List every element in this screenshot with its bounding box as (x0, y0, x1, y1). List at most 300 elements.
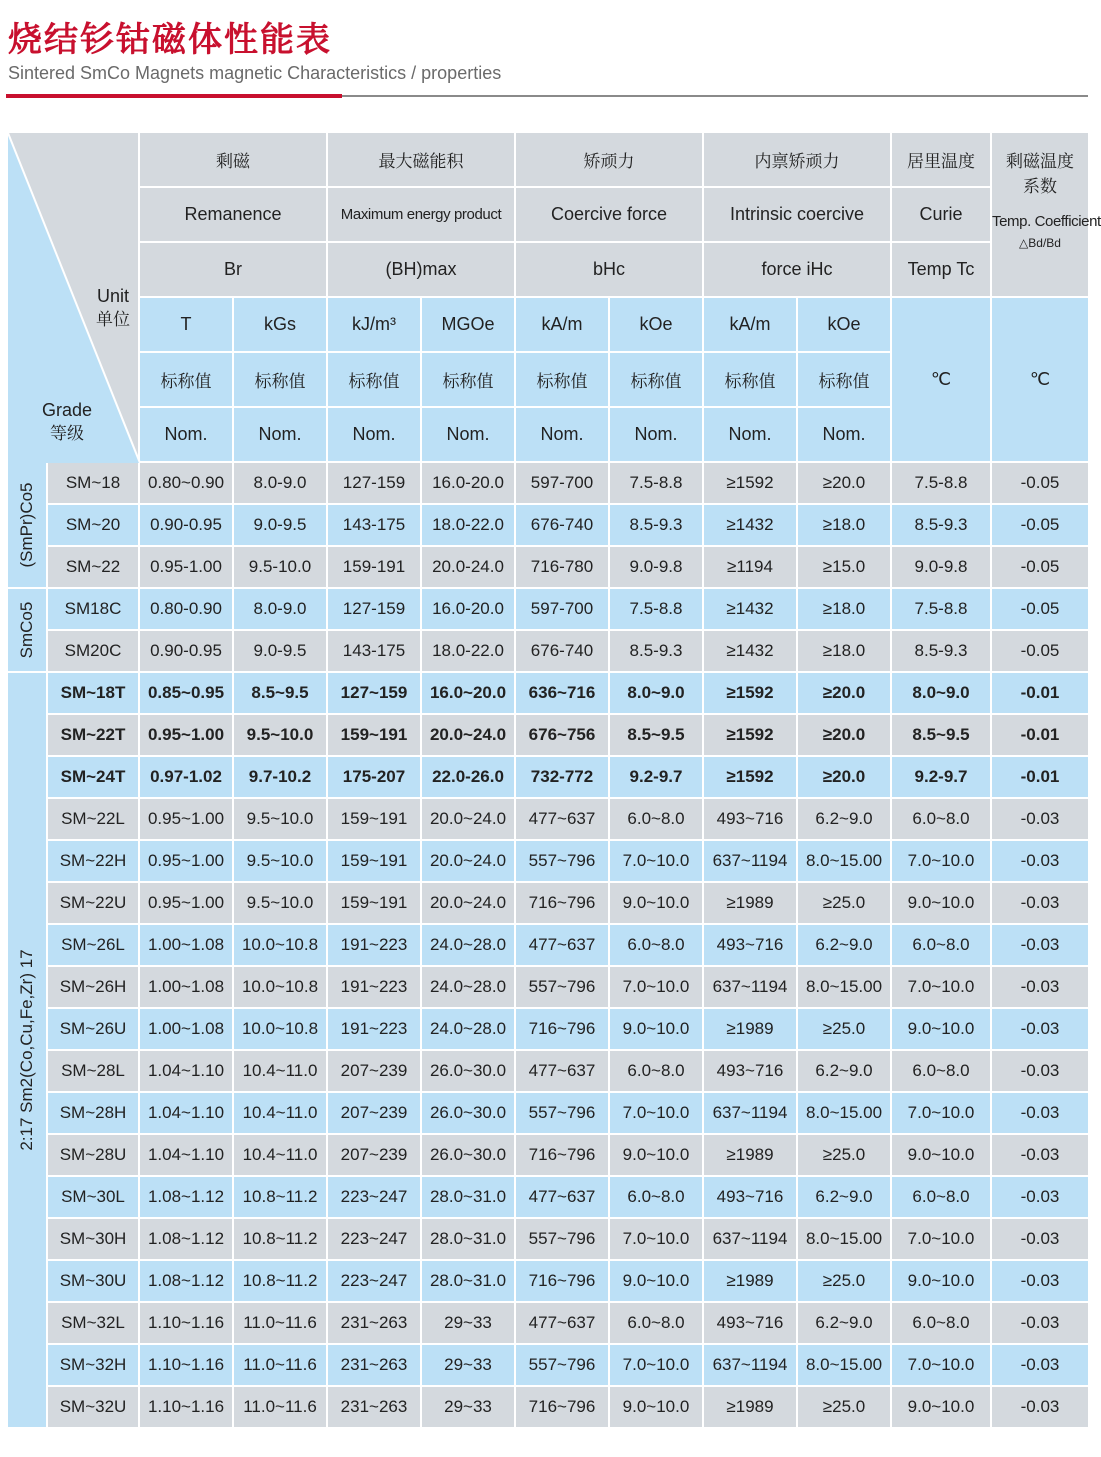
value-cell: 28.0~31.0 (421, 1260, 515, 1302)
value-cell: 9.5~10.0 (233, 798, 327, 840)
value-cell: 8.0~15.00 (797, 1218, 891, 1260)
header-hcb-cn: 矫顽力 (515, 132, 703, 187)
value-cell: 20.0~24.0 (421, 882, 515, 924)
value-cell: -0.05 (991, 630, 1089, 672)
header-bh-sym: (BH)max (327, 242, 515, 297)
value-cell: -0.03 (991, 840, 1089, 882)
table-corner (7, 132, 139, 462)
value-cell: 16.0-20.0 (421, 462, 515, 504)
nominal-cn-cell: 标称值 (233, 352, 327, 407)
group-label-cell (7, 672, 47, 1428)
value-cell: 493~716 (703, 1176, 797, 1218)
value-cell: 191~223 (327, 966, 421, 1008)
value-cell: 7.5-8.8 (609, 588, 703, 630)
value-cell: ≥25.0 (797, 1008, 891, 1050)
value-cell: ≥1432 (703, 504, 797, 546)
value-cell: 10.4~11.0 (233, 1092, 327, 1134)
unit-cell: kA/m (515, 297, 609, 352)
header-curie-en: Curie (891, 187, 991, 242)
table-row (7, 588, 1089, 630)
header-curie-sym: Temp Tc (891, 242, 991, 297)
value-cell: 0.90-0.95 (139, 504, 233, 546)
nominal-cn-cell: 标称值 (139, 352, 233, 407)
value-cell: 6.0~8.0 (891, 798, 991, 840)
value-cell: 0.90-0.95 (139, 630, 233, 672)
nominal-en-cell: Nom. (139, 407, 233, 462)
group-label: (SmPr)Co5 (17, 482, 36, 568)
value-cell: 6.0~8.0 (609, 1050, 703, 1092)
value-cell: 716-780 (515, 546, 609, 588)
value-cell: 493~716 (703, 1302, 797, 1344)
grade-cell: SM~18 (47, 462, 139, 504)
grade-cell: SM~22H (47, 840, 139, 882)
value-cell: -0.05 (991, 546, 1089, 588)
value-cell: 9.5-10.0 (233, 546, 327, 588)
value-cell: ≥20.0 (797, 756, 891, 798)
value-cell: 8.0~15.00 (797, 1092, 891, 1134)
value-cell: 9.0~10.0 (891, 882, 991, 924)
header-hcj-sym: force iHc (703, 242, 891, 297)
header-temp (991, 132, 1101, 297)
value-cell: 231~263 (327, 1386, 421, 1428)
value-cell: 9.0~10.0 (609, 1134, 703, 1176)
grade-cell: SM~32L (47, 1302, 139, 1344)
value-cell: -0.03 (991, 1218, 1089, 1260)
value-cell: 207~239 (327, 1050, 421, 1092)
value-cell: ≥1432 (703, 630, 797, 672)
table-row (7, 1260, 1089, 1302)
value-cell: 18.0-22.0 (421, 504, 515, 546)
value-cell: 0.95~1.00 (139, 798, 233, 840)
value-cell: -0.03 (991, 1260, 1089, 1302)
table-row (7, 798, 1089, 840)
table-row (7, 1176, 1089, 1218)
value-cell: 7.0~10.0 (609, 1092, 703, 1134)
nominal-en-cell: Nom. (421, 407, 515, 462)
value-cell: 10.8~11.2 (233, 1260, 327, 1302)
nominal-en-cell: Nom. (327, 407, 421, 462)
unit-cell: kGs (233, 297, 327, 352)
nominal-en-cell: Nom. (797, 407, 891, 462)
value-cell: 7.0~10.0 (891, 1092, 991, 1134)
value-cell: 9.0-9.5 (233, 630, 327, 672)
value-cell: 18.0-22.0 (421, 630, 515, 672)
value-cell: 493~716 (703, 798, 797, 840)
value-cell: 676-740 (515, 504, 609, 546)
value-cell: 597-700 (515, 462, 609, 504)
table-row (7, 504, 1089, 546)
value-cell: 1.08~1.12 (139, 1260, 233, 1302)
value-cell: 10.4~11.0 (233, 1050, 327, 1092)
value-cell: 1.08~1.12 (139, 1176, 233, 1218)
value-cell: 637~1194 (703, 1344, 797, 1386)
value-cell: 8.5~9.5 (609, 714, 703, 756)
value-cell: 22.0-26.0 (421, 756, 515, 798)
value-cell: -0.03 (991, 1134, 1089, 1176)
value-cell: 6.2~9.0 (797, 1050, 891, 1092)
value-cell: 159~191 (327, 840, 421, 882)
corner-grade-cn: 等级 (50, 424, 84, 444)
header-bh-en: Maximum energy product (327, 187, 515, 242)
unit-cell: T (139, 297, 233, 352)
grade-cell: SM~26L (47, 924, 139, 966)
value-cell: 223~247 (327, 1218, 421, 1260)
value-cell: 26.0~30.0 (421, 1134, 515, 1176)
table-row (7, 630, 1089, 672)
value-cell: 9.0-9.5 (233, 504, 327, 546)
value-cell: 477~637 (515, 924, 609, 966)
value-cell: 26.0~30.0 (421, 1050, 515, 1092)
value-cell: 8.5-9.3 (891, 630, 991, 672)
value-cell: 637~1194 (703, 1218, 797, 1260)
value-cell: 9.0~10.0 (891, 1134, 991, 1176)
value-cell: -0.05 (991, 462, 1089, 504)
nominal-en-cell: Nom. (233, 407, 327, 462)
value-cell: 493~716 (703, 924, 797, 966)
value-cell: 637~1194 (703, 966, 797, 1008)
value-cell: 9.7-10.2 (233, 756, 327, 798)
value-cell: 127~159 (327, 672, 421, 714)
value-cell: ≥1592 (703, 462, 797, 504)
value-cell: 732-772 (515, 756, 609, 798)
table-row (7, 546, 1089, 588)
value-cell: 1.10~1.16 (139, 1344, 233, 1386)
table-row (7, 756, 1089, 798)
value-cell: ≥1592 (703, 714, 797, 756)
value-cell: 477~637 (515, 1050, 609, 1092)
value-cell: 1.08~1.12 (139, 1218, 233, 1260)
value-cell: 716~796 (515, 1260, 609, 1302)
value-cell: 1.10~1.16 (139, 1302, 233, 1344)
value-cell: ≥1592 (703, 756, 797, 798)
table-row (7, 462, 1089, 504)
value-cell: 9.2-9.7 (891, 756, 991, 798)
corner-unit-en: Unit (96, 286, 129, 306)
unit-cell: kOe (609, 297, 703, 352)
grade-cell: SM~22 (47, 546, 139, 588)
value-cell: ≥1989 (703, 1134, 797, 1176)
table-row (7, 1134, 1089, 1176)
corner-unit-cn: 单位 (96, 310, 130, 330)
value-cell: 207~239 (327, 1134, 421, 1176)
value-cell: -0.03 (991, 882, 1089, 924)
header-hcb-sym: bHc (515, 242, 703, 297)
value-cell: 0.95~1.00 (139, 840, 233, 882)
value-cell: ≥1989 (703, 1386, 797, 1428)
grade-cell: SM20C (47, 630, 139, 672)
value-cell: 7.0~10.0 (609, 1344, 703, 1386)
value-cell: 10.0~10.8 (233, 966, 327, 1008)
nominal-cn-cell: 标称值 (515, 352, 609, 407)
value-cell: 9.0~10.0 (609, 1008, 703, 1050)
value-cell: 477~637 (515, 1176, 609, 1218)
title-rule-gray (342, 95, 1088, 97)
grade-cell: SM~32H (47, 1344, 139, 1386)
value-cell: -0.03 (991, 1344, 1089, 1386)
value-cell: 6.2~9.0 (797, 1176, 891, 1218)
value-cell: 8.0~9.0 (609, 672, 703, 714)
value-cell: -0.03 (991, 1092, 1089, 1134)
value-cell: 0.80-0.90 (139, 588, 233, 630)
value-cell: 8.0-9.0 (233, 462, 327, 504)
value-cell: 8.0-9.0 (233, 588, 327, 630)
value-cell: ≥20.0 (797, 672, 891, 714)
grade-cell: SM~26H (47, 966, 139, 1008)
value-cell: 597-700 (515, 588, 609, 630)
value-cell: 8.0~15.00 (797, 840, 891, 882)
value-cell: 143-175 (327, 630, 421, 672)
value-cell: 9.0-9.8 (609, 546, 703, 588)
grade-cell: SM~28L (47, 1050, 139, 1092)
value-cell: 7.5-8.8 (609, 462, 703, 504)
value-cell: 26.0~30.0 (421, 1092, 515, 1134)
value-cell: -0.01 (991, 672, 1089, 714)
value-cell: ≥25.0 (797, 882, 891, 924)
value-cell: 7.0~10.0 (609, 1218, 703, 1260)
value-cell: 20.0~24.0 (421, 714, 515, 756)
value-cell: ≥1592 (703, 672, 797, 714)
unit-cell: kJ/m³ (327, 297, 421, 352)
value-cell: 9.2-9.7 (609, 756, 703, 798)
header-br-cn: 剩磁 (139, 132, 327, 187)
value-cell: 10.8~11.2 (233, 1176, 327, 1218)
value-cell: 8.5~9.5 (233, 672, 327, 714)
value-cell: 637~1194 (703, 840, 797, 882)
value-cell: 6.0~8.0 (609, 798, 703, 840)
value-cell: ≥25.0 (797, 1386, 891, 1428)
table-row (7, 924, 1089, 966)
value-cell: 10.0~10.8 (233, 1008, 327, 1050)
value-cell: 223~247 (327, 1260, 421, 1302)
value-cell: 6.0~8.0 (609, 1302, 703, 1344)
value-cell: 9.0~10.0 (609, 1260, 703, 1302)
value-cell: -0.03 (991, 924, 1089, 966)
value-cell: 6.0~8.0 (609, 1176, 703, 1218)
unit-cell: kA/m (703, 297, 797, 352)
value-cell: 8.5-9.3 (609, 504, 703, 546)
value-cell: 8.0~15.00 (797, 966, 891, 1008)
grade-cell: SM~26U (47, 1008, 139, 1050)
value-cell: 716~796 (515, 1386, 609, 1428)
value-cell: -0.03 (991, 1386, 1089, 1428)
value-cell: ≥15.0 (797, 546, 891, 588)
temp-unit: ℃ (991, 297, 1089, 462)
value-cell: 29~33 (421, 1344, 515, 1386)
value-cell: 207~239 (327, 1092, 421, 1134)
value-cell: 6.0~8.0 (609, 924, 703, 966)
value-cell: 7.0~10.0 (609, 966, 703, 1008)
value-cell: 11.0~11.6 (233, 1386, 327, 1428)
value-cell: 6.0~8.0 (891, 924, 991, 966)
value-cell: 1.10~1.16 (139, 1386, 233, 1428)
table-row (7, 840, 1089, 882)
value-cell: 24.0~28.0 (421, 1008, 515, 1050)
value-cell: -0.05 (991, 588, 1089, 630)
value-cell: ≥18.0 (797, 630, 891, 672)
value-cell: 716~796 (515, 1008, 609, 1050)
grade-cell: SM~30H (47, 1218, 139, 1260)
unit-cell: MGOe (421, 297, 515, 352)
table-row (7, 1008, 1089, 1050)
group-label-cell (7, 588, 47, 672)
value-cell: 191~223 (327, 924, 421, 966)
grade-cell: SM~22U (47, 882, 139, 924)
grade-cell: SM18C (47, 588, 139, 630)
curie-unit: ℃ (891, 297, 991, 462)
grade-cell: SM~32U (47, 1386, 139, 1428)
value-cell: 0.95~1.00 (139, 882, 233, 924)
page-title: 烧结钐钴磁体性能表 (8, 20, 332, 60)
value-cell: 6.2~9.0 (797, 924, 891, 966)
group-label-cell (7, 462, 47, 588)
table-row (7, 1218, 1089, 1260)
value-cell: 28.0~31.0 (421, 1176, 515, 1218)
value-cell: -0.03 (991, 1302, 1089, 1344)
header-temp-cn2: 系数 (1023, 177, 1057, 197)
value-cell: 223~247 (327, 1176, 421, 1218)
value-cell: 6.2~9.0 (797, 798, 891, 840)
value-cell: 159~191 (327, 882, 421, 924)
value-cell: 9.0~10.0 (891, 1008, 991, 1050)
value-cell: 7.0~10.0 (891, 966, 991, 1008)
value-cell: 16.0-20.0 (421, 588, 515, 630)
header-hcb-en: Coercive force (515, 187, 703, 242)
value-cell: 8.5~9.5 (891, 714, 991, 756)
nominal-cn-cell: 标称值 (703, 352, 797, 407)
value-cell: -0.03 (991, 1008, 1089, 1050)
value-cell: 11.0~11.6 (233, 1344, 327, 1386)
group-label: SmCo5 (17, 601, 36, 659)
table-row (7, 1302, 1089, 1344)
value-cell: 0.95-1.00 (139, 546, 233, 588)
value-cell: ≥1989 (703, 882, 797, 924)
value-cell: 20.0-24.0 (421, 546, 515, 588)
header-hcj-en: Intrinsic coercive (703, 187, 891, 242)
header-temp-sym: △Bd/Bd (1019, 236, 1061, 250)
table-row (7, 714, 1089, 756)
value-cell: ≥25.0 (797, 1134, 891, 1176)
value-cell: ≥18.0 (797, 504, 891, 546)
table-row (7, 672, 1089, 714)
grade-cell: SM~18T (47, 672, 139, 714)
value-cell: 1.04~1.10 (139, 1134, 233, 1176)
value-cell: 20.0~24.0 (421, 798, 515, 840)
value-cell: ≥18.0 (797, 588, 891, 630)
table-row (7, 1092, 1089, 1134)
value-cell: 493~716 (703, 1050, 797, 1092)
value-cell: ≥1989 (703, 1008, 797, 1050)
grade-cell: SM~22L (47, 798, 139, 840)
value-cell: 7.5-8.8 (891, 462, 991, 504)
value-cell: 477~637 (515, 798, 609, 840)
header-br-en: Remanence (139, 187, 327, 242)
value-cell: ≥20.0 (797, 462, 891, 504)
value-cell: 20.0~24.0 (421, 840, 515, 882)
value-cell: 9.0-9.8 (891, 546, 991, 588)
value-cell: 477~637 (515, 1302, 609, 1344)
value-cell: 8.0~15.00 (797, 1344, 891, 1386)
value-cell: 159-191 (327, 546, 421, 588)
nominal-cn-cell: 标称值 (609, 352, 703, 407)
table-row (7, 882, 1089, 924)
value-cell: 9.0~10.0 (891, 1386, 991, 1428)
table-row (7, 1344, 1089, 1386)
value-cell: -0.03 (991, 1050, 1089, 1092)
value-cell: 0.80~0.90 (139, 462, 233, 504)
value-cell: 557~796 (515, 840, 609, 882)
value-cell: 557~796 (515, 1344, 609, 1386)
value-cell: 716~796 (515, 1134, 609, 1176)
value-cell: 175-207 (327, 756, 421, 798)
value-cell: 0.85~0.95 (139, 672, 233, 714)
value-cell: 1.00~1.08 (139, 966, 233, 1008)
table-row (7, 966, 1089, 1008)
value-cell: 159~191 (327, 714, 421, 756)
value-cell: 191~223 (327, 1008, 421, 1050)
value-cell: -0.01 (991, 714, 1089, 756)
grade-cell: SM~24T (47, 756, 139, 798)
value-cell: -0.01 (991, 756, 1089, 798)
title-rule-red (6, 94, 342, 98)
nominal-en-cell: Nom. (515, 407, 609, 462)
header-temp-cn1: 剩磁温度 (1006, 152, 1074, 172)
value-cell: 29~33 (421, 1302, 515, 1344)
header-hcj-cn: 内禀矫顽力 (703, 132, 891, 187)
value-cell: 11.0~11.6 (233, 1302, 327, 1344)
value-cell: 6.2~9.0 (797, 1302, 891, 1344)
value-cell: 159~191 (327, 798, 421, 840)
value-cell: 6.0~8.0 (891, 1302, 991, 1344)
value-cell: 24.0~28.0 (421, 924, 515, 966)
header-curie-cn: 居里温度 (891, 132, 991, 187)
value-cell: 1.00~1.08 (139, 1008, 233, 1050)
value-cell: 9.5~10.0 (233, 714, 327, 756)
value-cell: -0.03 (991, 1176, 1089, 1218)
value-cell: 7.0~10.0 (891, 840, 991, 882)
grade-cell: SM~22T (47, 714, 139, 756)
value-cell: 24.0~28.0 (421, 966, 515, 1008)
value-cell: 676-740 (515, 630, 609, 672)
value-cell: 9.5~10.0 (233, 882, 327, 924)
value-cell: 676~756 (515, 714, 609, 756)
value-cell: 9.0~10.0 (609, 1386, 703, 1428)
grade-cell: SM~28H (47, 1092, 139, 1134)
grade-cell: SM~20 (47, 504, 139, 546)
value-cell: 8.5-9.3 (891, 504, 991, 546)
value-cell: 127-159 (327, 588, 421, 630)
value-cell: 127-159 (327, 462, 421, 504)
group-label: 2:17 Sm2(Co,Cu,Fe,Zr) 17 (17, 949, 36, 1151)
value-cell: 28.0~31.0 (421, 1218, 515, 1260)
value-cell: ≥25.0 (797, 1260, 891, 1302)
properties-table (6, 131, 1101, 1429)
header-temp-en: Temp. Coefficient (992, 213, 1101, 230)
value-cell: 1.04~1.10 (139, 1092, 233, 1134)
nominal-cn-cell: 标称值 (327, 352, 421, 407)
value-cell: 143-175 (327, 504, 421, 546)
value-cell: 29~33 (421, 1386, 515, 1428)
value-cell: 557~796 (515, 1218, 609, 1260)
value-cell: 557~796 (515, 1092, 609, 1134)
value-cell: 7.0~10.0 (891, 1344, 991, 1386)
value-cell: ≥1432 (703, 588, 797, 630)
value-cell: 7.5-8.8 (891, 588, 991, 630)
value-cell: 6.0~8.0 (891, 1050, 991, 1092)
value-cell: 231~263 (327, 1344, 421, 1386)
unit-cell: kOe (797, 297, 891, 352)
value-cell: -0.03 (991, 966, 1089, 1008)
value-cell: 9.0~10.0 (609, 882, 703, 924)
